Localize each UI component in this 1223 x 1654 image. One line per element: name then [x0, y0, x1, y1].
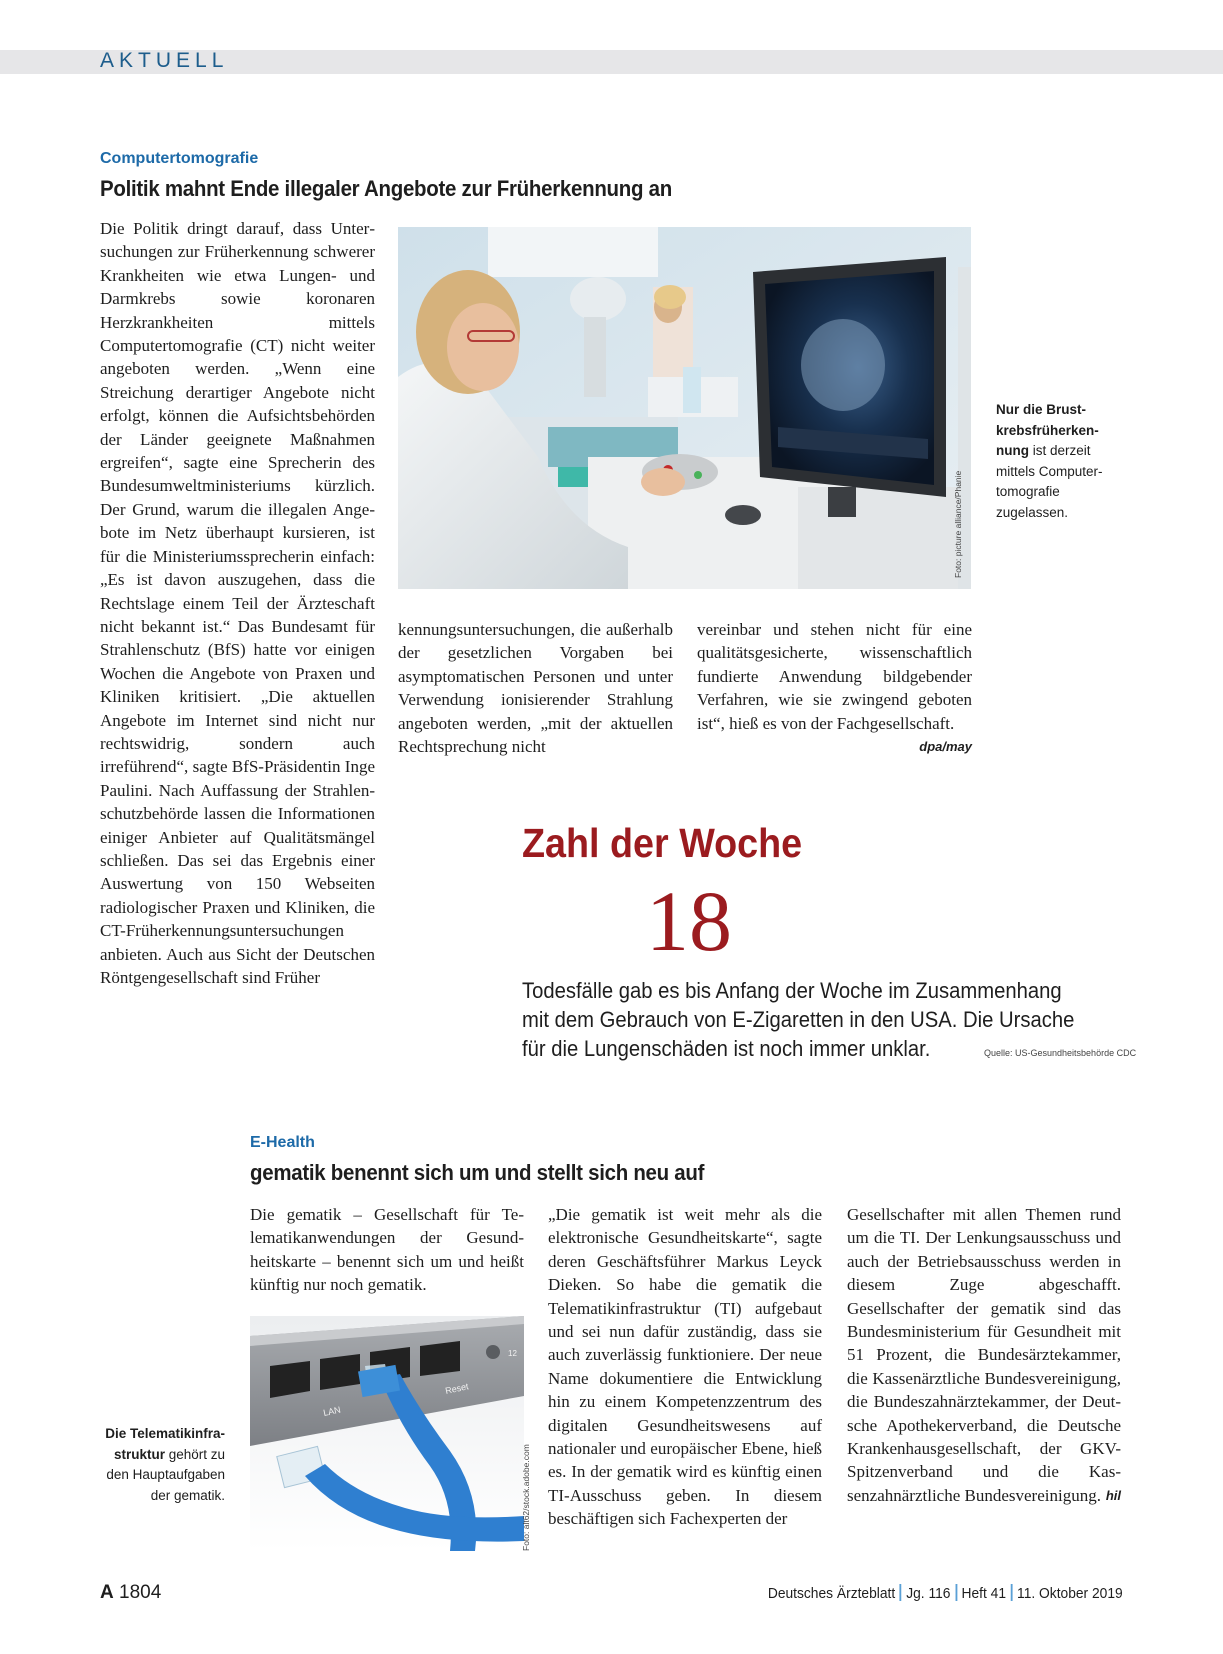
article2-column-3-text: Gesellschafter mit allen Themen rund um die TI. Der Lenkungsausschuss und auch der Betriebsausschuss werden in diesem Zuge abgeschafft. Gesellschafter der gematik sind das Bundesministerium für Gesundheit mit 51 Prozent, die Bundesärztekammer, die Kassenärztliche Bundesvereinigung, die Bundeszahnärztekammer, der Deutsche Apothekerverband, die Deutsche Krankenhausgesellschaft, der GKV-Spitzenverband und die Kassenzahnärztliche Bundesvereinigung. [847, 1205, 1121, 1505]
network-cable-photo [250, 1316, 524, 1551]
article1-signature: dpa/may [919, 739, 972, 755]
footer-separator [955, 1584, 957, 1601]
journal-info [768, 1584, 1123, 1602]
article1-caption [996, 400, 1126, 523]
router-port-number-label: 12 [508, 1349, 517, 1358]
article2-caption-bold: Die Telematikinfrastruktur [105, 1426, 225, 1462]
mammography-photo [398, 227, 971, 589]
page-prefix: A [100, 1582, 114, 1603]
journal-date: 11. Oktober 2019 [1017, 1585, 1123, 1602]
article1-headline: Politik mahnt Ende illegaler Angebote zur Früherkennung an [100, 176, 672, 201]
article1-caption-text: ist derzeit mittels Computertomografie zugelassen. [996, 443, 1103, 520]
article2-caption-text: gehört zu den Hauptaufgaben der gematik. [106, 1446, 225, 1503]
journal-volume: Jg. 116 [906, 1585, 951, 1602]
article1-column-2: kennungsuntersuchungen, die außerhalb der gesetzlichen Vorgaben bei asymptomatischen Personen und unter Verwendung ionisierender Strahlung angeboten werden, „mit der aktuellen Rechtsprechung nicht [398, 620, 673, 757]
router-lan-label: LAN [322, 1404, 342, 1418]
article2-column-2: „Die gematik ist weit mehr als die elektronische Gesundheitskarte“, sagte deren Geschäftsführer Markus Leyck Dieken. So habe die gematik die Telematikinfrastruktur (TI) aufgebaut und sei nun dafür zuständig, dass sie auch zuverlässig funktioniere. Der neue Name dokumentiere die Entwicklung hin zu einem Kompetenzzentrum des digitalen Gesundheitswesens auf nationaler und europäischer Ebene, hieß es. In der gematik wird es künftig einen TI-Ausschuss geben. In diesem beschäftigen sich Fachexperten der [548, 1205, 822, 1529]
page-number-value: 1804 [119, 1582, 162, 1603]
article2-column-3 [847, 1203, 1121, 1507]
article2-kicker: E-Health [250, 1134, 315, 1151]
section-label: AKTUELL [100, 49, 229, 72]
article2-headline: gematik benennt sich um und stellt sich neu auf [250, 1160, 705, 1185]
journal-name: Deutsches Ärzteblatt [768, 1585, 896, 1602]
journal-issue: Heft 41 [961, 1585, 1007, 1602]
zahl-der-woche-title: Zahl der Woche [522, 820, 803, 866]
zahl-der-woche-number: 18 [646, 873, 732, 969]
article1-kicker: Computertomografie [100, 150, 259, 167]
article2-signature: hil [1105, 1487, 1121, 1503]
article1-photo-credit: Foto: picture alliance/Phanie [953, 470, 963, 578]
router-reset-label: Reset [444, 1381, 470, 1396]
article1-column-3 [697, 618, 972, 758]
article1-column-3-text: vereinbar und stehen nicht für eine qualitätsgesicherte, wissenschaftlich fundierte Anwendung bildgebender Verfahren, wie sie zwingend geboten ist“, hieß es von der Fachgesellschaft. [697, 620, 972, 733]
zahl-der-woche-source: Quelle: US-Gesundheitsbehörde CDC [984, 1048, 1137, 1058]
article1-caption-bold: Nur die Brustkrebsfrüherkennung [996, 402, 1099, 458]
page-number [100, 1582, 161, 1604]
footer-separator [1011, 1584, 1013, 1601]
article2-caption [92, 1424, 225, 1506]
article2-photo-credit: Foto: alt62/stock.adobe.com [521, 1444, 531, 1551]
router-illustration [250, 1316, 524, 1551]
article2-column-1: Die gematik – Gesellschaft für Telematikanwendungen der Gesundheitskarte – benennt sich um und heißt künftig nur noch gematik. [250, 1205, 524, 1295]
article1-column-1: Die Politik dringt darauf, dass Untersuchungen zur Früherkennung schwerer Krankheiten wie etwa Lungen- und Darmkrebs sowie koronaren Herzkrankheiten mittels Computertomografie (CT) nicht weiter angeboten werden. „Wenn eine Streichung derartiger Angebote nicht erfolgt, können die Aufsichtsbehörden der Länder geeignete Maßnahmen ergreifen“, sagte eine Sprecherin des Bundesumweltministeriums kürzlich. Der Grund, warum die illegalen Angebote im Netz überhaupt kursieren, ist für die Ministeriumssprecherin einfach: „Es ist davon auszugehen, dass die Rechtslage einem Teil der Ärzteschaft nicht bekannt ist.“ Das Bundesamt für Strahlenschutz (BfS) hatte vor einigen Wochen die Angebote von Praxen und Kliniken kritisiert. „Die aktuellen Angebote im Internet sind nicht nur rechtswidrig, sondern auch irreführend“, sagte BfS-Präsidentin Inge Paulini. Nach Auffassung der Strahlenschutzbehörde lassen die Informationen einiger Anbieter auf Qualitätsmängel schließen. Das sei das Ergebnis einer Auswertung von 150 Webseiten radiologischer Praxen und Kliniken, die CT-Früherkennungsuntersuchungen anbieten. Auch aus Sicht der Deutschen Röntgengesellschaft sind Früher [100, 219, 375, 987]
footer-separator [900, 1584, 902, 1601]
zahl-der-woche-text: Todesfälle gab es bis Anfang der Woche im Zusammenhang mit dem Gebrauch von E-Zigaretten in den USA. Die Ursache für die Lungenschäden ist noch immer unklar. [522, 978, 1075, 1061]
mammography-illustration [398, 227, 971, 589]
